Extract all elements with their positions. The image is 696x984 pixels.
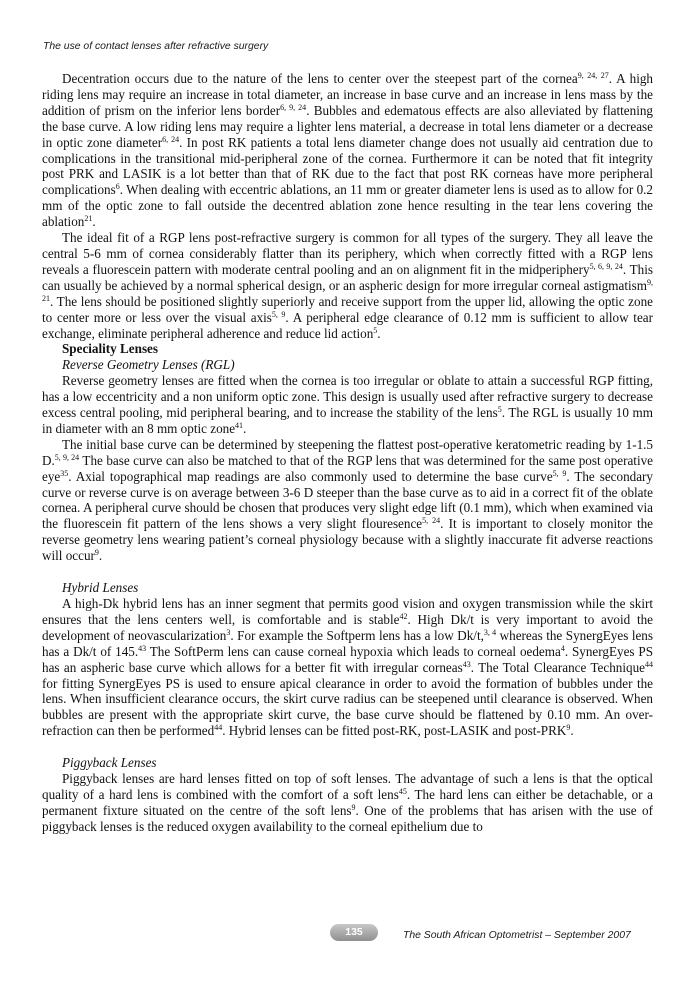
spacer [42,564,653,580]
paragraph-rgl: Reverse geometry lenses are fitted when the cornea is too irregular or oblate to attain a successful RGP fitting, has a low eccentricity and a non uniform optic zone. This design is usually used after refractive surgery to decrease excess central pooling, mid peripheral bearing, and to increase the stability of the lens$^5$. The RGL is usually 10 mm in diameter with an 8 mm optic zone$^{41}$. [42,373,653,436]
paragraph-base-curve: The initial base curve can be determined by steepening the flattest post-operative keratometric reading by 1-1.5 D.$^{5, 9, 24}$ The base curve can also be matched to that of the RGP lens that was determined for the same post operative eye$^{35}$. Axial topographical map readings are also commonly used to determine the base curve$^{5, 9}$. The secondary curve or reverse curve is on average between 3-6 D steeper than the base curve as to aid in a correct fit of the oblate cornea. A peripheral curve should be chosen that produces very slight edge lift (0.1 mm), which when examined via the fluorescein fit pattern of the lens shows a very slight flouresence$^{5, 24}$. It is important to closely monitor the reverse geometry lens wearing patient’s corneal physiology because with a slightly inaccurate fit adverse reactions will occur$^9$. [42,436,654,564]
paragraph-piggyback: Piggyback lenses are hard lenses fitted on top of soft lenses. The advantage of such a lens is that the optical quality of a hard lens is combined with the comfort of a soft lens$^{45}$. The hard lens can either be detachable, or a permanent fixture situated on the centre of the soft lens$^9$. One of the problems that has arisen with the use of piggyback lenses is the reduced oxygen availability to the corneal epithelium due to [42,771,653,834]
spacer [42,739,653,755]
subheading-hybrid: Hybrid Lenses [62,580,139,596]
subheading-rgl: Reverse Geometry Lenses (RGL) [62,357,235,373]
running-header: The use of contact lenses after refractive surgery [43,41,269,52]
page-number-badge: 135 [330,924,378,941]
paragraph-ideal-fit: The ideal fit of a RGP lens post-refractive surgery is common for all types of the surgery. They all leave the central 5-6 mm of cornea considerably flatter than its periphery, which when correctly fitted with a RGP lens reveals a fluorescein pattern with moderate central pooling and an on alignment fit in the midperiphery$^{5, 6, 9, 24}$. This can usually be achieved by a normal spherical design, or an aspheric design for more irregular corneal astigmatism$^{9, 21}$. The lens should be positioned slightly superiorly and receive support from the upper lid, allowing the optic zone to center more or less over the visual axis$^{5, 9}$. A peripheral edge clearance of 0.12 mm is sufficient to allow tear exchange, eliminate peripheral adherence and reduce lid action$^5$. [42,230,653,341]
article-body [42,71,653,835]
paragraph-hybrid: A high-Dk hybrid lens has an inner segment that permits good vision and oxygen transmission while the skirt ensures that the lens centers well, is comfortable and is stable$^{42}$. High Dk/t is very important to avoid the development of neovascularization$^3$. For example the Softperm lens has a low Dk/t,$^{3, 4}$ whereas the SynergEyes lens has a Dk/t of 145.43 The SoftPerm lens can cause corneal hypoxia which leads to corneal oedema$^4$. SynergEyes PS has an aspheric base curve which allows for a better fit with irregular corneas$^{43}$. The Total Clearance Technique$^{44}$ for fitting SynergEyes PS is used to ensure apical clearance in order to avoid the formation of bubbles under the lens. When insufficient clearance occurs, the skirt curve radius can be steepened until clearance is observed. When bubbles are present with the appropriate skirt curve, the base curve should be flattened by 0.10 mm. An over-refraction can then be performed$^{44}$. Hybrid lenses can be fitted post-RK, post-LASIK and post-PRK$^9$. [42,596,653,739]
journal-footer: The South African Optometrist – September 2007 [403,930,631,941]
paragraph-decentration: Decentration occurs due to the nature of the lens to center over the steepest part of the cornea$^{9, 24, 27}$. A high riding lens may require an increase in total diameter, an increase in base curve and an increase in lens mass by the addition of prism on the inferior lens border$^{6, 9, 24}$. Bubbles and edematous effects are also alleviated by flattening the base curve. A low riding lens may require a lighter lens material, a decrease in total lens diameter or a decrease in optic zone diameter$^{6, 24}$. In post RK patients a total lens diameter change does not usually aid centration due to complications in the transitional mid-peripheral zone of the cornea. Furthermore it can be noted that fit integrity post PRK and LASIK is a lot better than that of RK due to the fact that post RK corneas have more peripheral complications$^6$. When dealing with eccentric ablations, an 11 mm or greater diameter lens is used as to allow for 0.2 mm of the optic zone to fall outside the decentred ablation zone hence resulting in the tear lens covering the ablation$^{21}$. [42,71,653,230]
subheading-piggyback: Piggyback Lenses [62,755,157,771]
section-heading: Speciality Lenses [62,341,159,357]
